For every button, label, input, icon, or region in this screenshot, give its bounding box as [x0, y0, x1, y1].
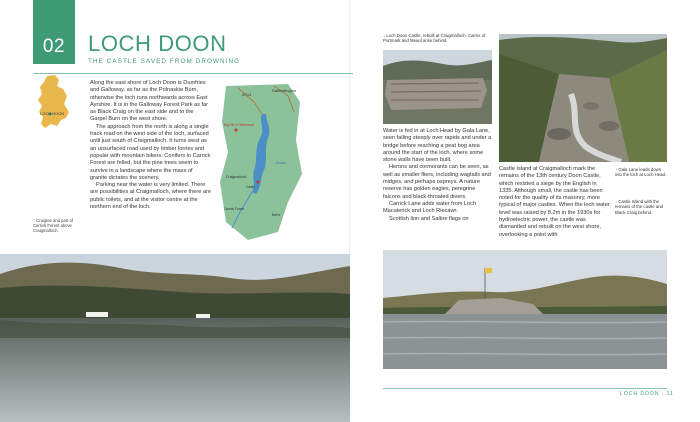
- footer-label: LOCH DOON: [620, 391, 660, 397]
- paragraph: Herons and cormorants can be seen, as well as smaller fliers, including wagtails and midges, and perhaps ospreys. A nature reserve has golden eagles, peregrine falcons and black-throated divers.: [383, 164, 491, 200]
- photo-gala-lane-stream: [499, 34, 667, 162]
- right-body-text-col1: [383, 128, 492, 223]
- map-label-bell: Bell's: [272, 213, 281, 217]
- paragraph: Along the east shore of Loch Doon is Dumfries and Galloway, as far as the Polnaskie Burn, otherwise the loch runs northwards across East Ayrshire. It is in the Galloway Forest Park as far as Black Craig on the east side and to the Garpel Burn on the west shore.: [90, 80, 209, 123]
- map-label-a713: A713: [242, 92, 252, 97]
- chapter-subtitle: THE CASTLE SAVED FROM DROWNING: [88, 58, 241, 65]
- right-body-text-col2: Castle Island at Craigmalloch mark the remains of the 13th century Doon Castle, which resisted a siege by the English in 1335. Although small, the castle has been noted for the quality of its masonry, more typical of major castles. When the loch water level was raised by 8.2m in the 1930s for hydroelectric power, the castle was dismantled and rebuilt on the west shore, overlooking a point with: [499, 166, 610, 238]
- chapter-title: LOCH DOON: [88, 31, 227, 56]
- arrow-up-icon: ↑: [615, 167, 618, 172]
- caption-text: Gala Lane leads down into the loch at Loch Head.: [615, 167, 667, 178]
- footer-rule: [383, 388, 667, 389]
- caption-castle: [383, 33, 495, 44]
- map-label-castle: Castle: [246, 185, 256, 189]
- caption-text: Castle Island with the remains of the castle and Black Craig behind.: [615, 199, 664, 215]
- page-number: 11: [666, 391, 674, 397]
- paragraph: Water is fed in at Loch Head by Gala Lane, seen falling steeply over rapids and under a bridge before reaching a peat bog area around the start of the loch, where some stone walls have been built.: [383, 128, 492, 164]
- map-label-craigmalloch: Craigmalloch: [226, 175, 247, 179]
- map-label-doon: Doon: [276, 160, 286, 165]
- caption-castle-island: [615, 199, 667, 215]
- caption-text: Craiglee and part of Carrick Forest above Craigmalloch.: [33, 218, 74, 234]
- left-body-text: [90, 80, 211, 211]
- page-footer: LOCH DOON | 11: [620, 391, 674, 397]
- map-label-forest: Carrick Forest: [224, 207, 245, 211]
- photo-loch-doon-landscape: [0, 254, 350, 422]
- photo-castle-island: [383, 250, 667, 369]
- paragraph: The approach from the north is along a single track road on the west side of the loch, surfaced until just south of Craigmalloch. It turns west as an unsurfaced road used by timber lorries and popular with mountain bikers. Conifers in Carrick Forest are felled, but the pine trees seem to survive in a landscape where the mass of granite dictates the scenery.: [90, 123, 211, 181]
- photo-castle-ruins: [383, 50, 492, 124]
- loch-doon-map: [218, 82, 303, 242]
- paragraph: Scottish lion and Saltire flags on: [389, 215, 469, 222]
- scotland-locator-map: [33, 74, 76, 136]
- caption-text: Loch Doon Castle, rebuilt at Craigmalloch. Cairns of Portmark and Meaul arise behind.: [383, 33, 486, 44]
- map-label-dalmellington: Dalmellington: [272, 88, 297, 93]
- caption-left: [33, 218, 78, 234]
- caption-gala-lane: [615, 167, 667, 178]
- arrow-up-icon: ↑: [33, 218, 36, 223]
- map-label-big-hill: Big Hill of Glenmount: [224, 123, 254, 127]
- paragraph: Carrick Lane adds water from Loch Macaterick and Loch Riecawr.: [383, 200, 477, 215]
- arrow-down-icon: ↓: [615, 199, 618, 204]
- title-rule: [33, 73, 353, 74]
- paragraph: Parking near the water is very limited. There are possibilities at Craigmalloch, where there are public toilets, and at the visitor centre at the northern end of the loch.: [90, 182, 211, 211]
- arrow-down-icon: ↓: [383, 33, 386, 38]
- locator-label: LOCH DOON: [40, 111, 65, 116]
- chapter-number-tab: 02: [33, 0, 75, 64]
